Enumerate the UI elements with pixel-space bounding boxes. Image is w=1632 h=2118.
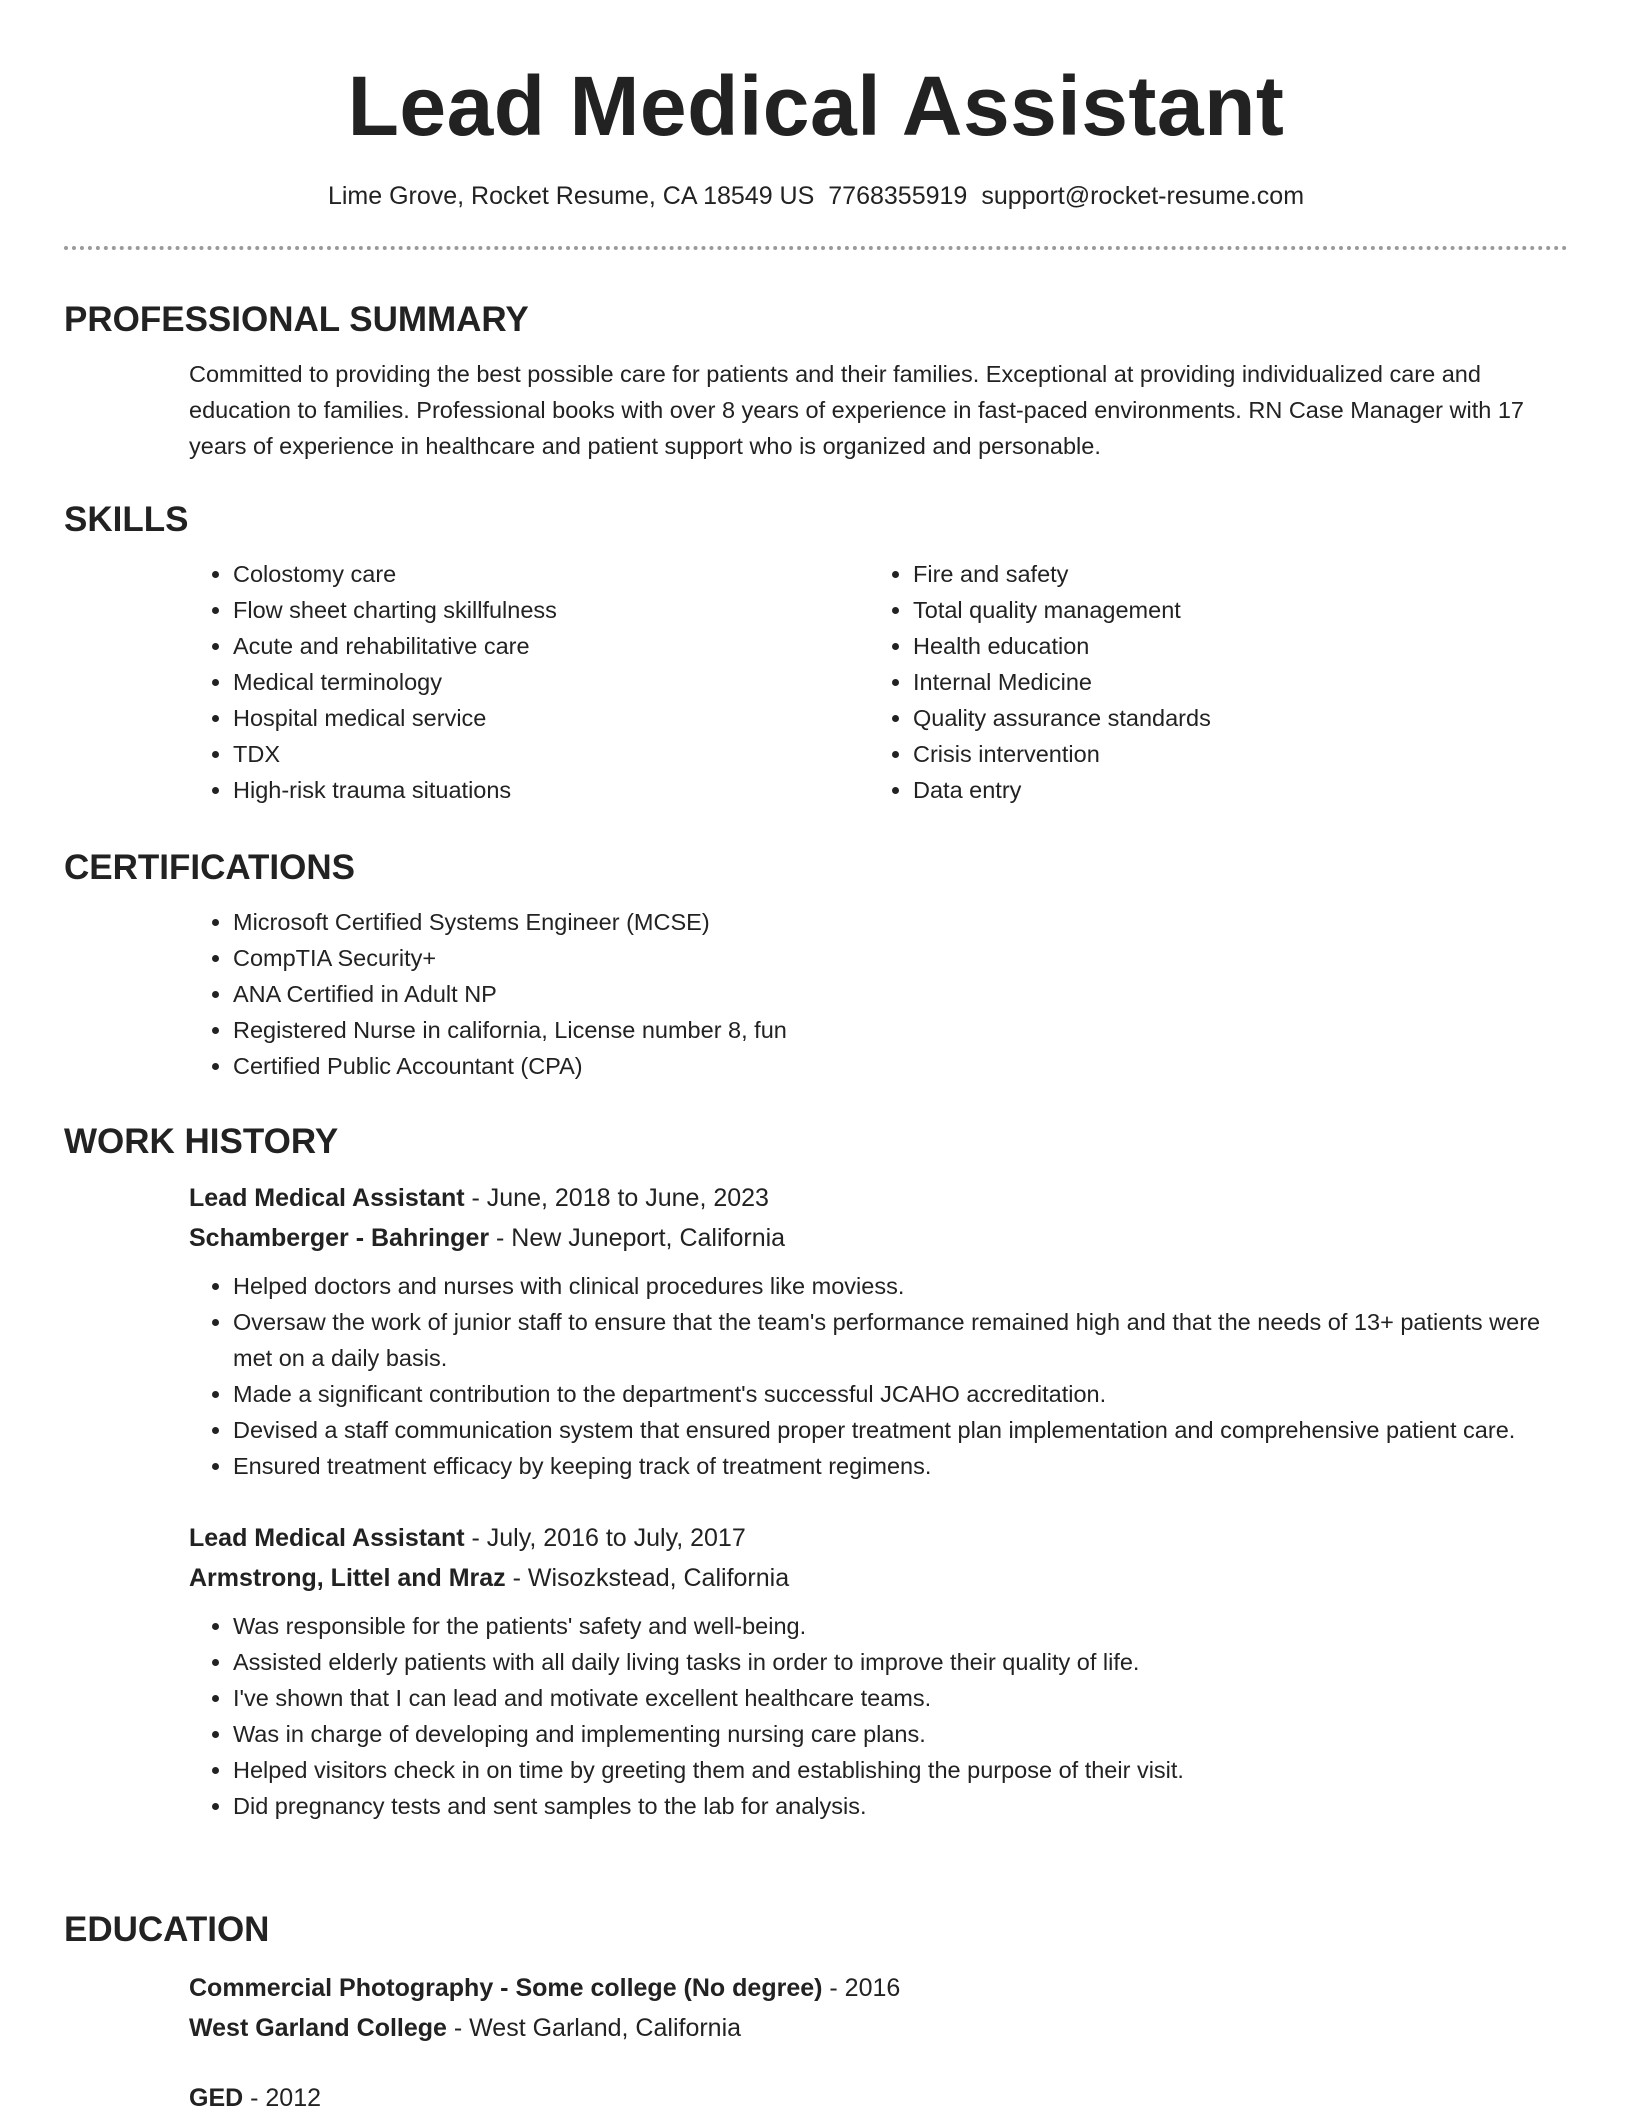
job-bullet: • I've shown that I can lead and motivate excellent healthcare teams. [233, 1680, 1568, 1716]
skills-section [64, 498, 1568, 808]
certification-item: • ANA Certified in Adult NP [233, 976, 1568, 1012]
skill-item: • TDX [233, 736, 869, 772]
skill-item: • High-risk trauma situations [233, 772, 869, 808]
job-bullet: • Was responsible for the patients' safety and well-being. [233, 1608, 1568, 1644]
work-history-heading: WORK HISTORY [64, 1122, 339, 1161]
education-section [64, 1908, 1568, 2118]
resume-name: Lead Medical Assistant [347, 59, 1285, 153]
education-entry [64, 1968, 1568, 2048]
job-location: - New Juneport, California [489, 1224, 786, 1252]
education-heading: EDUCATION [64, 1910, 270, 1949]
summary-section [64, 298, 1568, 464]
job-entry [64, 1518, 1568, 1824]
certification-item: • Microsoft Certified Systems Engineer (MCSE) [233, 904, 1568, 940]
skill-item: • Hospital medical service [233, 700, 869, 736]
certification-item: • Registered Nurse in california, License number 8, fun [233, 1012, 1568, 1048]
job-bullet: • Assisted elderly patients with all daily living tasks in order to improve their quality of life. [233, 1644, 1568, 1680]
job-dates: - July, 2016 to July, 2017 [464, 1524, 746, 1552]
job-bullet: • Devised a staff communication system that ensured proper treatment plan implementation and comprehensive patient care. [233, 1412, 1568, 1448]
skill-item: • Quality assurance standards [913, 700, 1549, 736]
contact-phone: 7768355919 [828, 182, 968, 210]
skills-column-right [869, 556, 1549, 808]
job-bullet: • Ensured treatment efficacy by keeping track of treatment regimens. [233, 1448, 1568, 1484]
job-bullet: • Made a significant contribution to the department's successful JCAHO accreditation. [233, 1376, 1568, 1412]
education-school: West Garland College [189, 2014, 447, 2042]
skill-item: • Data entry [913, 772, 1549, 808]
skill-item: • Medical terminology [233, 664, 869, 700]
job-bullet: • Did pregnancy tests and sent samples to the lab for analysis. [233, 1788, 1568, 1824]
header-divider [64, 246, 1568, 250]
contact-email[interactable]: support@rocket-resume.com [981, 182, 1305, 210]
education-degree-line [189, 2078, 1568, 2118]
certification-item: • CompTIA Security+ [233, 940, 1568, 976]
skill-item: • Colostomy care [233, 556, 869, 592]
contact-address: Lime Grove, Rocket Resume, CA 18549 US [327, 182, 815, 210]
resume-page [64, 0, 1568, 2112]
job-bullet: • Helped doctors and nurses with clinical procedures like moviess. [233, 1268, 1568, 1304]
job-role: Lead Medical Assistant [189, 1524, 465, 1552]
skill-item: • Acute and rehabilitative care [233, 628, 869, 664]
education-degree-line [189, 1968, 1568, 2008]
job-location: - Wisozkstead, California [505, 1564, 790, 1592]
certifications-section [64, 846, 1568, 1084]
education-degree: Commercial Photography - Some college (No degree) [189, 1974, 823, 2002]
education-degree: GED [189, 2084, 244, 2112]
education-year: - 2012 [243, 2084, 322, 2112]
summary-heading: PROFESSIONAL SUMMARY [64, 300, 529, 339]
job-bullet: • Was in charge of developing and implementing nursing care plans. [233, 1716, 1568, 1752]
skill-item: • Total quality management [913, 592, 1549, 628]
education-entry [64, 2078, 1568, 2118]
contact-line [64, 180, 1568, 212]
education-year: - 2016 [822, 1974, 901, 2002]
certification-item: • Certified Public Accountant (CPA) [233, 1048, 1568, 1084]
education-school-line [189, 2008, 1568, 2048]
skill-item: • Flow sheet charting skillfulness [233, 592, 869, 628]
work-history-section [64, 1120, 1568, 1824]
skill-item: • Internal Medicine [913, 664, 1549, 700]
job-title-line [189, 1518, 1568, 1558]
skill-item: • Crisis intervention [913, 736, 1549, 772]
skills-column-left [189, 556, 869, 808]
education-location: - West Garland, California [446, 2014, 742, 2042]
job-role: Lead Medical Assistant [189, 1184, 465, 1212]
job-title-line [189, 1178, 1568, 1218]
job-employer-line [189, 1218, 1568, 1258]
skill-item: • Fire and safety [913, 556, 1549, 592]
job-entry [64, 1178, 1568, 1484]
skill-item: • Health education [913, 628, 1549, 664]
certifications-heading: CERTIFICATIONS [64, 848, 356, 887]
job-employer: Armstrong, Littel and Mraz [189, 1564, 506, 1592]
skills-heading: SKILLS [64, 500, 189, 539]
job-dates: - June, 2018 to June, 2023 [464, 1184, 769, 1212]
job-employer: Schamberger - Bahringer [189, 1224, 490, 1252]
job-bullet: • Helped visitors check in on time by greeting them and establishing the purpose of their visit. [233, 1752, 1568, 1788]
job-bullet: • Oversaw the work of junior staff to ensure that the team's performance remained high and that the needs of 13+ patients were met on a daily basis. [233, 1304, 1568, 1376]
summary-text: Committed to providing the best possible care for patients and their families. Exceptional at providing individualized care and education to families. Professional books with over 8 years of experience in fast-paced environments. RN Case Manager with 17 years of experience in healthcare and patient support who is organized and personable. [189, 361, 1524, 459]
job-employer-line [189, 1558, 1568, 1598]
